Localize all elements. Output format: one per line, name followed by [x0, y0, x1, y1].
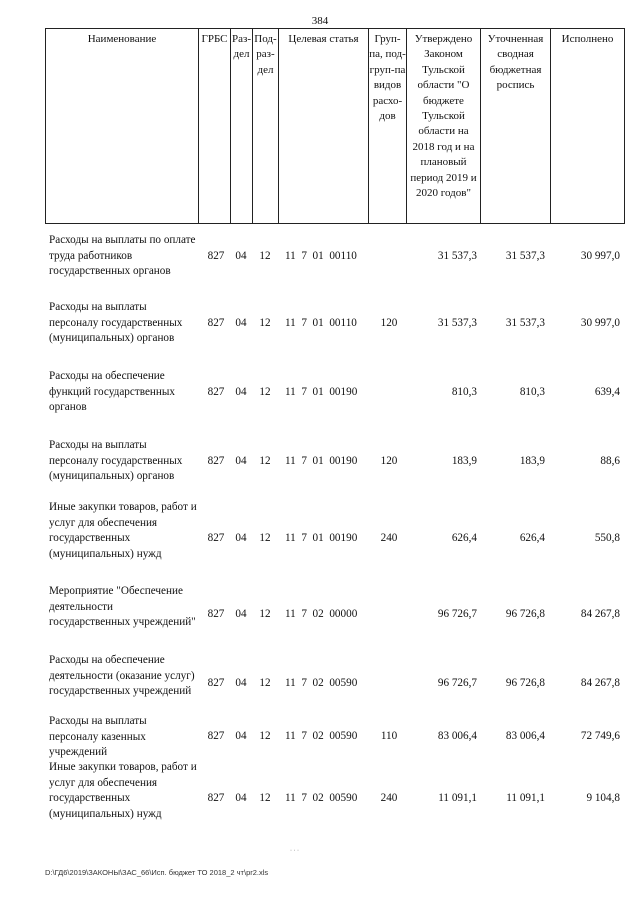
row-podrazdel: 12	[259, 677, 271, 689]
row-grbs: 827	[207, 792, 225, 804]
row-target: 11 7 01 00110	[285, 250, 357, 262]
row-refined: 810,3	[519, 386, 545, 398]
row-executed: 550,8	[594, 532, 620, 544]
table-header	[45, 28, 625, 224]
row-executed: 84 267,8	[580, 608, 620, 620]
row-grbs: 827	[207, 532, 225, 544]
row-group: 240	[380, 792, 398, 804]
row-podrazdel: 12	[259, 730, 271, 742]
row-target: 11 7 01 00190	[285, 532, 358, 544]
row-target: 11 7 01 00190	[285, 386, 358, 398]
row-approved: 83 006,4	[437, 730, 477, 742]
row-executed: 84 267,8	[580, 677, 620, 689]
row-target: 11 7 02 00590	[285, 730, 358, 742]
row-approved: 810,3	[451, 386, 477, 398]
row-razdel: 04	[235, 677, 247, 689]
row-grbs: 827	[207, 455, 225, 467]
row-approved: 96 726,7	[437, 677, 477, 689]
row-executed: 9 104,8	[586, 792, 620, 804]
header-approved: Утверждено Законом Тульской области "О бюджете Тульской области на 2018 год и на плановый период 2019 и 2020 годов"	[406, 29, 480, 223]
row-refined: 96 726,8	[505, 677, 545, 689]
row-approved: 96 726,7	[437, 608, 477, 620]
row-target: 11 7 02 00590	[285, 792, 358, 804]
row-razdel: 04	[235, 455, 247, 467]
header-grbs: ГРБС	[198, 29, 230, 223]
row-executed: 88,6	[600, 455, 620, 467]
header-name: Наименование	[87, 33, 157, 45]
row-grbs: 827	[207, 730, 225, 742]
row-target: 11 7 02 00000	[285, 608, 358, 620]
row-grbs: 827	[207, 677, 225, 689]
row-refined: 83 006,4	[505, 730, 545, 742]
row-grbs: 827	[207, 386, 225, 398]
row-name: Расходы на выплаты по оплате труда работников государственных органов	[49, 234, 196, 278]
row-name: Расходы на выплаты персоналу государственных (муниципальных) органов	[49, 301, 183, 345]
row-grbs: 827	[207, 250, 225, 262]
row-grbs: 827	[207, 317, 225, 329]
header-podrazdel: Под-раз-дел	[252, 29, 278, 223]
row-executed: 72 749,6	[580, 730, 620, 742]
row-group: 120	[380, 317, 398, 329]
row-target: 11 7 02 00590	[285, 677, 358, 689]
row-podrazdel: 12	[259, 386, 271, 398]
row-approved: 11 091,1	[438, 792, 477, 804]
row-podrazdel: 12	[259, 455, 271, 467]
row-razdel: 04	[235, 317, 247, 329]
header-razdel: Раз-дел	[230, 29, 252, 223]
row-approved: 31 537,3	[437, 317, 477, 329]
file-path-footer: D:\ГД6\2019\ЗАКОНЫ\ЗАС_66\Исп. бюджет ТО 2018_2 чт\pr2.xls	[45, 868, 269, 877]
row-refined: 183,9	[519, 455, 545, 467]
row-name: Расходы на выплаты персоналу государственных (муниципальных) органов	[49, 439, 183, 483]
row-razdel: 04	[235, 386, 247, 398]
row-refined: 96 726,8	[505, 608, 545, 620]
row-razdel: 04	[235, 608, 247, 620]
row-podrazdel: 12	[259, 792, 271, 804]
row-name: Иные закупки товаров, работ и услуг для обеспечения государственных (муниципальных) нужд	[49, 761, 197, 820]
header-target: Целевая статья	[278, 29, 368, 223]
row-approved: 626,4	[451, 532, 477, 544]
row-name: Расходы на обеспечение функций государственных органов	[49, 370, 176, 414]
row-target: 11 7 01 00110	[285, 317, 357, 329]
row-name: Расходы на обеспечение деятельности (оказание услуг) государственных учреждений	[49, 654, 195, 698]
row-group: 120	[380, 455, 398, 467]
row-group: 110	[380, 730, 398, 742]
row-refined: 11 091,1	[506, 792, 545, 804]
row-target: 11 7 01 00190	[285, 455, 358, 467]
header-group: Груп-па, под-груп-па видов расхо-дов	[368, 29, 406, 223]
page-number: 384	[311, 15, 329, 27]
row-grbs: 827	[207, 608, 225, 620]
row-podrazdel: 12	[259, 317, 271, 329]
row-razdel: 04	[235, 730, 247, 742]
row-razdel: 04	[235, 532, 247, 544]
row-executed: 30 997,0	[580, 250, 620, 262]
row-podrazdel: 12	[259, 250, 271, 262]
row-refined: 31 537,3	[505, 250, 545, 262]
row-podrazdel: 12	[259, 532, 271, 544]
row-executed: 30 997,0	[580, 317, 620, 329]
row-approved: 183,9	[451, 455, 477, 467]
row-refined: 31 537,3	[505, 317, 545, 329]
row-razdel: 04	[235, 250, 247, 262]
row-group: 240	[380, 532, 398, 544]
row-name: Мероприятие "Обеспечение деятельности государственных учреждений"	[49, 585, 196, 629]
row-name: Иные закупки товаров, работ и услуг для обеспечения государственных (муниципальных) нужд	[49, 501, 197, 560]
row-refined: 626,4	[519, 532, 545, 544]
scan-specks: · · ·	[290, 848, 299, 854]
row-razdel: 04	[235, 792, 247, 804]
header-refined: Уточненная сводная бюджетная роспись	[480, 29, 550, 223]
header-executed: Исполнено	[550, 29, 624, 223]
row-podrazdel: 12	[259, 608, 271, 620]
row-approved: 31 537,3	[437, 250, 477, 262]
row-executed: 639,4	[594, 386, 620, 398]
row-name: Расходы на выплаты персоналу казенных учреждений	[49, 715, 147, 759]
